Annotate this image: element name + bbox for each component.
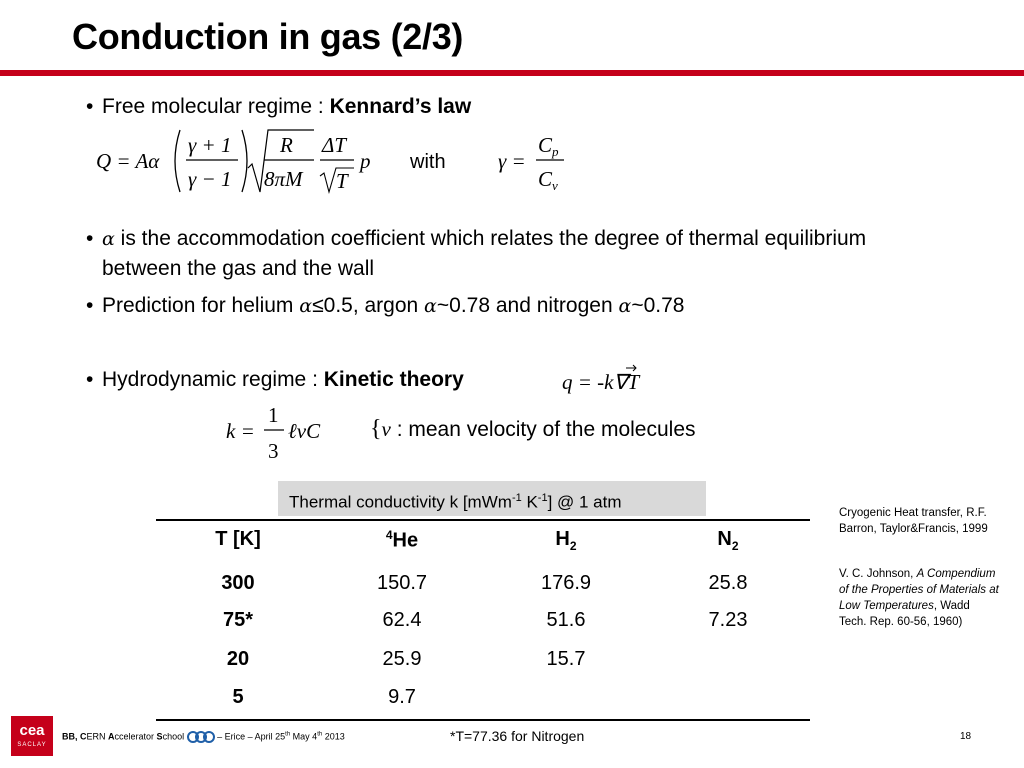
helium-value: ≤0.5, argon	[312, 294, 425, 317]
k-rhs: ℓvC	[288, 419, 321, 443]
bullet-text: Hydrodynamic regime :	[102, 368, 324, 391]
cea-logo-subtext: SACLAY	[17, 742, 47, 748]
alpha-symbol: α	[618, 295, 632, 317]
gas-constant-r: R	[280, 133, 293, 157]
fourier-equation	[562, 364, 672, 398]
alpha-symbol: α	[102, 228, 115, 250]
table-row-20-t: 20	[226, 648, 250, 670]
kennard-law-label: Kennard’s law	[329, 95, 472, 118]
alpha-symbol: α	[424, 295, 437, 317]
one-third-den: 3	[268, 439, 279, 463]
table-row-300-h2: 176.9	[540, 572, 592, 594]
table-row-75-n2: 7.23	[708, 609, 748, 631]
header-temperature: T [K]	[215, 528, 261, 550]
table-row-300-he: 150.7	[376, 572, 428, 594]
header-helium: $^4$He	[385, 528, 419, 552]
brace: {	[370, 416, 382, 442]
bullet-dot: •	[86, 227, 94, 250]
gamma-minus-one: γ − 1	[188, 167, 232, 191]
kinetic-theory-label: Kinetic theory	[323, 368, 464, 391]
gamma-lhs: γ =	[498, 149, 526, 173]
bullet-dot: •	[86, 95, 94, 118]
table-bottom-rule	[156, 719, 810, 721]
cea-logo	[11, 716, 53, 756]
alpha-symbol: α	[299, 295, 313, 317]
nitrogen-footnote: *T=77.36 for Nitrogen	[450, 728, 585, 744]
gamma-plus-one: γ + 1	[188, 133, 232, 157]
cea-logo-text: cea	[19, 722, 45, 739]
table-row-75-he: 62.4	[382, 609, 422, 631]
with-label: with	[410, 151, 446, 173]
one-third-num: 1	[268, 403, 279, 427]
pressure-p: p	[360, 149, 371, 173]
fourier-law: q = -k∇T	[562, 370, 640, 394]
page-number: 18	[960, 731, 972, 742]
sqrt-t: T	[336, 169, 348, 193]
cv-label: Cv	[538, 167, 558, 193]
title-divider	[0, 70, 1024, 76]
delta-t: ΔT	[322, 133, 347, 157]
kennard-lhs: Q = Aα	[96, 149, 160, 173]
slide-title: Conduction in gas (2/3)	[72, 16, 464, 57]
eight-pi-m: 8πM	[264, 167, 303, 191]
argon-value: ~0.78 and nitrogen	[436, 294, 619, 317]
table-row-300-n2: 25.8	[708, 572, 748, 594]
bullet-text: Prediction for helium	[102, 294, 300, 317]
bullet-text: is the accommodation coefficient which relates the degree of thermal equilibrium between the gas and the wall	[102, 227, 867, 280]
bullet-dot: •	[86, 368, 94, 391]
bullet-text: Free molecular regime :	[102, 95, 330, 118]
table-row-300-t: 300	[221, 572, 255, 594]
k-lhs: k =	[226, 419, 255, 443]
table-row-20-h2: 15.7	[546, 648, 586, 670]
table-row-5-he: 9.7	[388, 686, 416, 708]
table-row-20-he: 25.9	[382, 648, 422, 670]
velocity-definition	[370, 416, 696, 443]
velocity-var: v	[381, 417, 391, 441]
header-nitrogen: $N_2$	[717, 528, 739, 553]
bullet-dot: •	[86, 294, 94, 317]
header-hydrogen: $H_2$	[555, 528, 577, 553]
table-top-rule	[156, 519, 810, 521]
velocity-text: : mean velocity of the molecules	[390, 418, 696, 441]
reference-barron: Cryogenic Heat transfer, R.F. Barron, Taylor&Francis, 1999	[839, 507, 988, 535]
cas-logo-icon	[187, 730, 215, 744]
k-equation	[226, 402, 346, 464]
cp-label: Cp	[538, 133, 559, 159]
table-row-75-t: 75*	[222, 609, 254, 631]
table-title: Thermal conductivity k [mWm$^{-1}$ $K^{-1}$] @ 1 atm	[278, 481, 706, 516]
table-row-5-t: 5	[232, 686, 244, 708]
reference-johnson: V. C. Johnson, A Compendium of the Properties of Materials at Low Temperatures, Wadd Tech. Rep. 60-56, 1960)	[839, 568, 999, 628]
footer-school: BB, CERN Accelerator School – Erice – April 25th May 4th 2013	[62, 730, 345, 744]
table-row-75-h2: 51.6	[546, 609, 586, 631]
kennard-equation	[96, 124, 566, 196]
nitrogen-value: ~0.78	[631, 294, 685, 317]
